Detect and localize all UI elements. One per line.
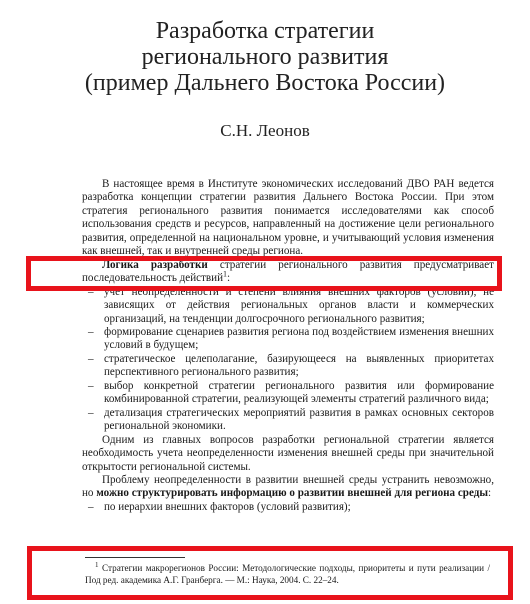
list-item bbox=[82, 353, 494, 380]
logic-bold-phrase: Логика разработки bbox=[102, 258, 208, 271]
dash-marker: – bbox=[88, 379, 94, 392]
list-item bbox=[82, 407, 494, 434]
dash-marker: – bbox=[88, 325, 94, 338]
highlight-box-logic bbox=[26, 256, 502, 291]
article-body bbox=[82, 178, 494, 514]
footnote-divider bbox=[85, 557, 185, 558]
main-question-paragraph: Одним из главных вопросов разработки региональной стратегии является необходимость учета неопределенности изменения внешней среды при значительной открытости региональной системы. bbox=[82, 433, 494, 473]
list-item-text: детализация стратегических мероприятий развития в рамках основных секторов региональной экономики. bbox=[104, 406, 494, 433]
list-item-text: учет неопределенности и степени влияния внешних факторов (условий), не зависящих от действия региональных органов власти и коммерческих организаций, на тенденции долгосрочного регионального развития; bbox=[104, 285, 494, 325]
title-line-3: (пример Дальнего Востока России) bbox=[84, 70, 446, 96]
author-name: С.Н. Леонов bbox=[220, 121, 310, 140]
partial-list bbox=[82, 501, 494, 514]
dash-marker: – bbox=[88, 406, 94, 419]
action-list bbox=[82, 286, 494, 434]
dash-marker: – bbox=[88, 500, 94, 513]
footnote-ref[interactable]: 1 bbox=[223, 269, 228, 279]
title-line-1: Разработка стратегии bbox=[155, 18, 375, 44]
footnote-text: Стратегии макрорегионов России: Методологические подходы, приоритеты и пути реализации / Под ред. академика А.Г. Гранберга. — М.: Наука, 2004. С. 22–24. bbox=[85, 563, 491, 585]
footnote bbox=[85, 560, 491, 586]
problem-text: Проблему неопределенности в развитии внешней среды устранить невозможно, но bbox=[82, 473, 494, 500]
article-title bbox=[0, 18, 530, 96]
dash-marker: – bbox=[88, 285, 94, 298]
dash-marker: – bbox=[88, 352, 94, 365]
problem-bold-phrase: можно структурировать информацию о развитии внешней для региона среды bbox=[96, 487, 489, 500]
problem-paragraph bbox=[82, 474, 494, 501]
title-line-2: регионального развития bbox=[141, 44, 389, 70]
footnote-number: 1 bbox=[95, 560, 99, 569]
list-item-text: по иерархии внешних факторов (условий развития); bbox=[104, 500, 351, 513]
list-item bbox=[82, 501, 494, 514]
problem-colon: : bbox=[488, 487, 492, 500]
logic-colon: : bbox=[227, 272, 231, 285]
list-item bbox=[82, 286, 494, 326]
intro-paragraph: В настоящее время в Институте экономических исследований ДВО РАН ведется разработка концепции стратегии развития Дальнего Востока России. При этом стратегия регионального развития понимается исследователями как способ использования средств и ресурсов, направленный на достижение цели регионального развития, определенной на национальном уровне, и учитывающий условия изменения как внешней, так и внутренней среды региона. bbox=[82, 178, 494, 258]
list-item bbox=[82, 326, 494, 353]
list-item-text: стратегическое целеполагание, базирующееся на выявленных приоритетах перспективного регионального развития; bbox=[104, 352, 494, 379]
list-item-text: формирование сценариев развития региона под воздействием изменения внешних условий в будущем; bbox=[104, 325, 494, 352]
list-item-text: выбор конкретной стратегии регионального развития или формирование комбинированной стратегии, реализующей элементы стратегий различного вида; bbox=[104, 379, 494, 406]
logic-text: стратегии регионального развития предусматривает последовательность действий bbox=[82, 258, 495, 285]
list-item bbox=[82, 380, 494, 407]
